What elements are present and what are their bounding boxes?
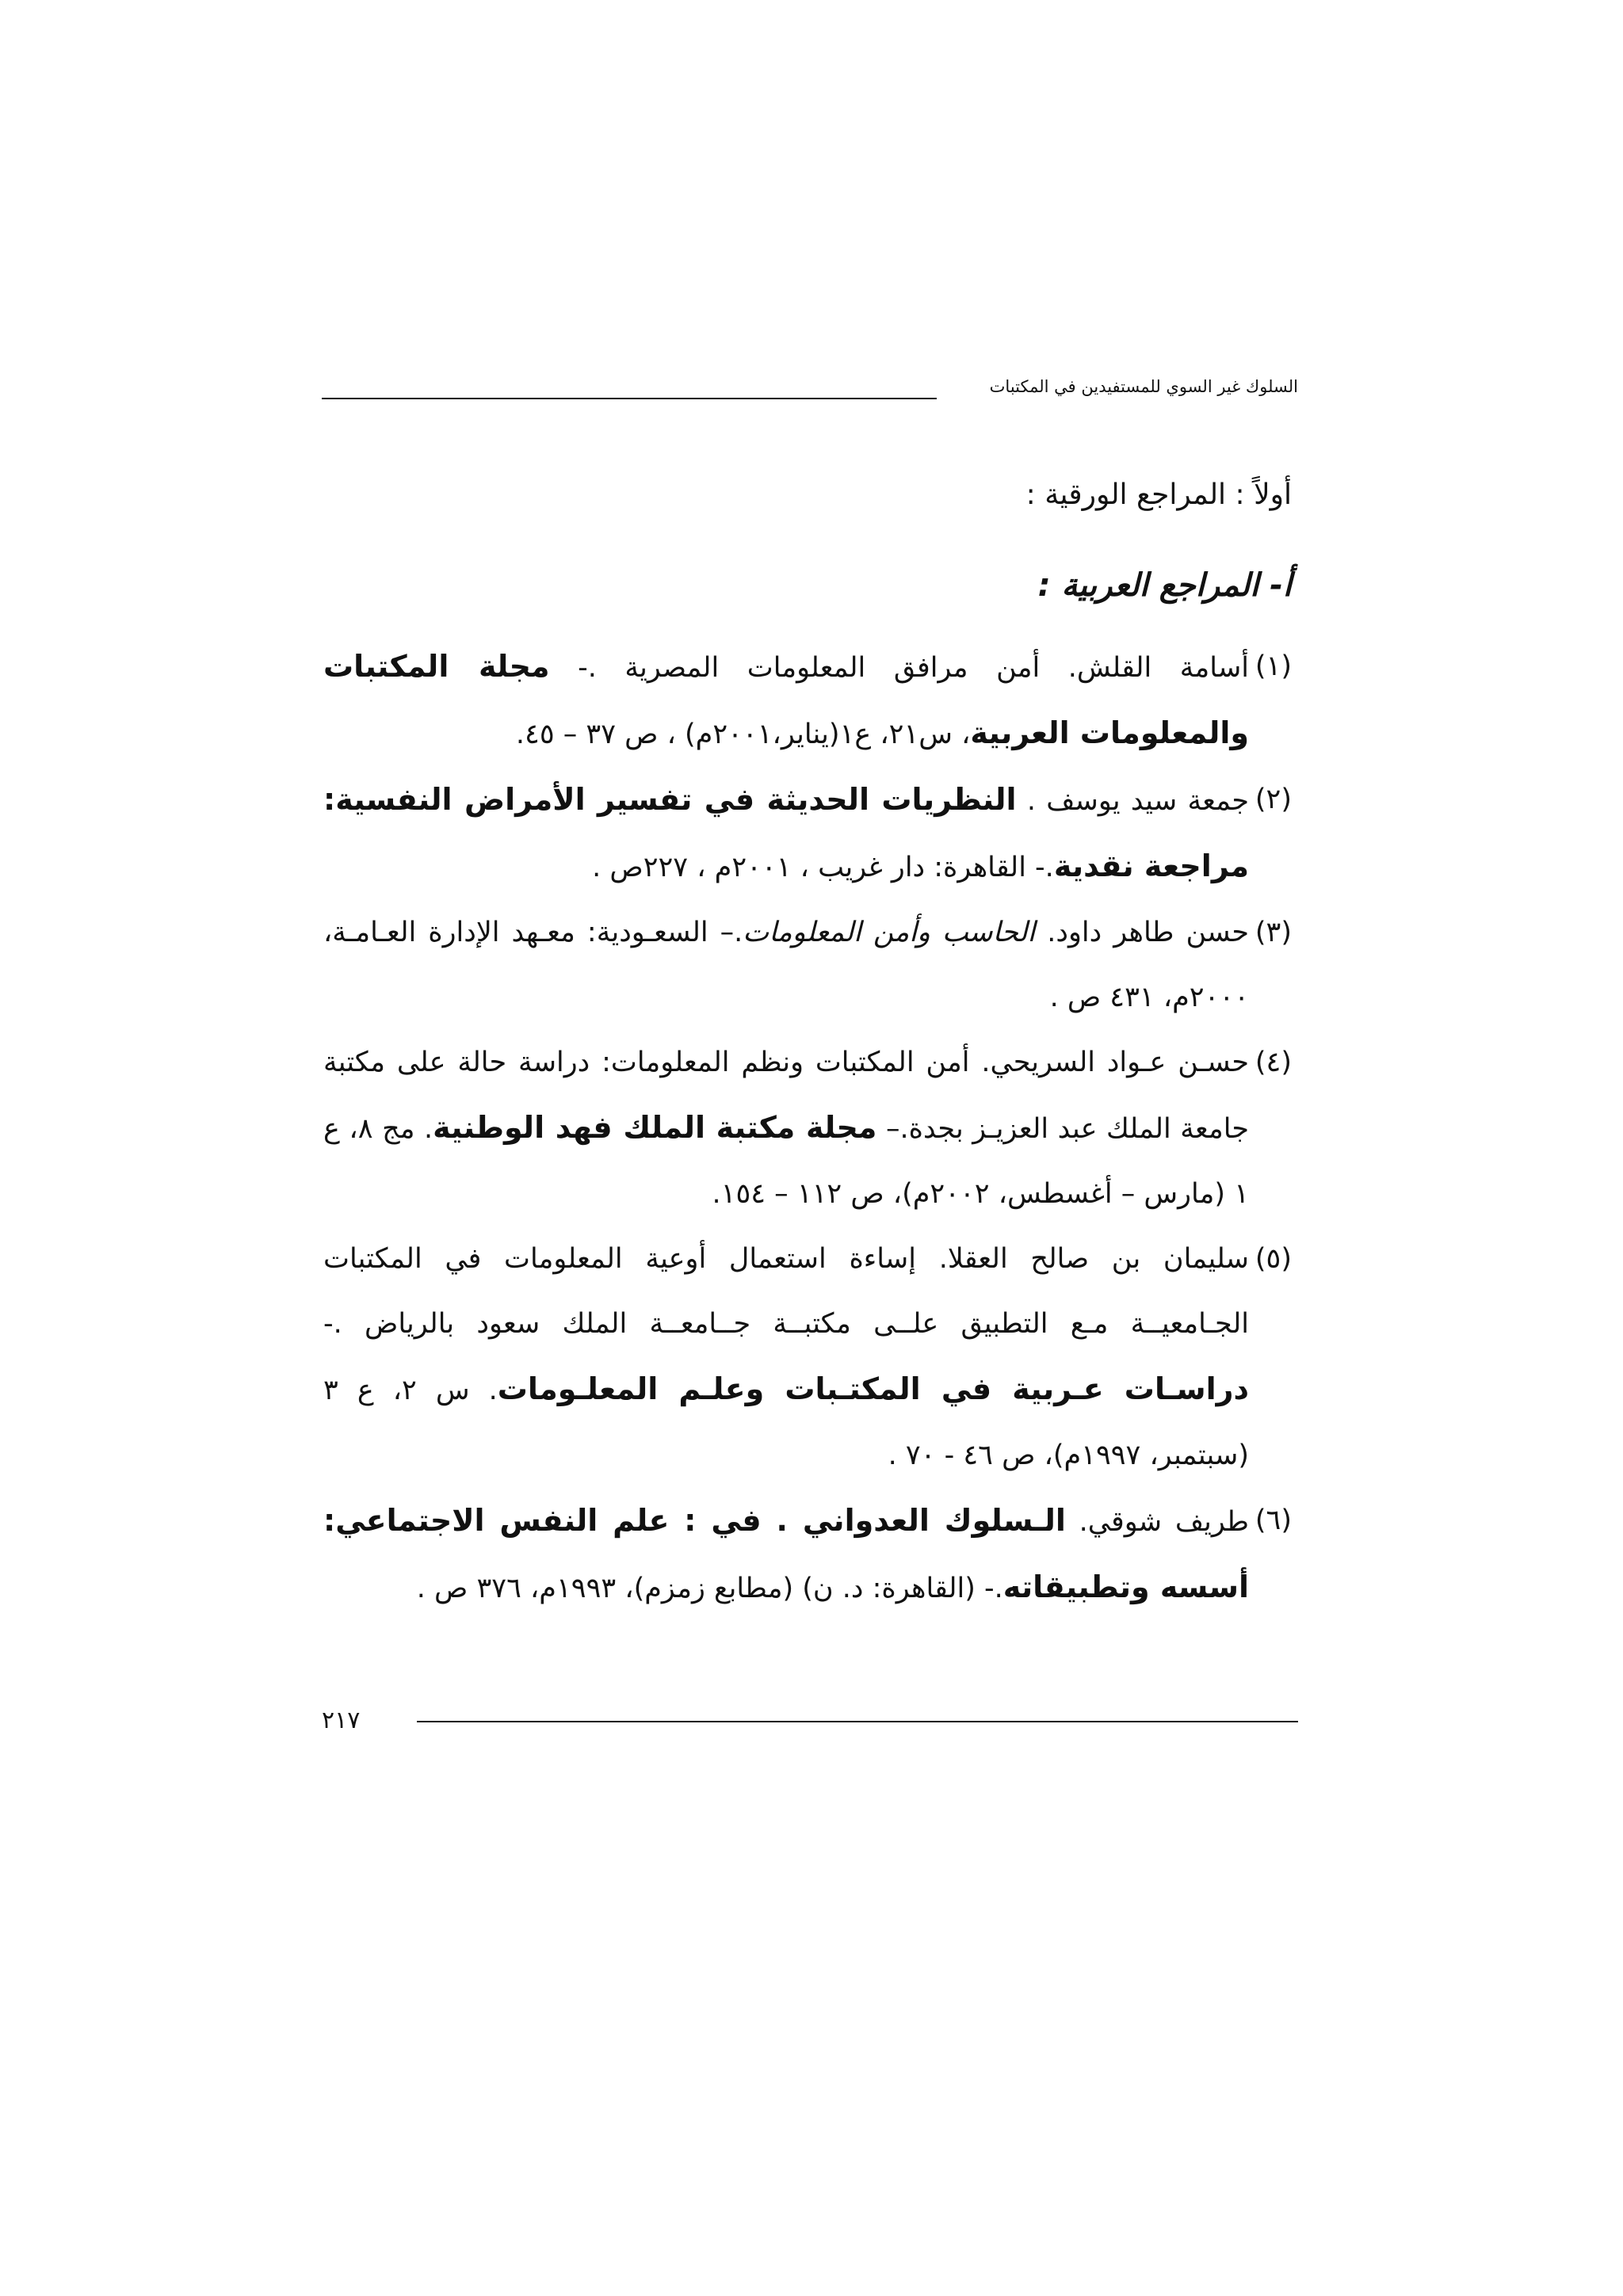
reference-title-bold: مجلة المكتبات والمعلومات العربية <box>323 649 1249 750</box>
page-number: ٢١٧ <box>322 1707 361 1734</box>
reference-entry <box>323 900 1292 1030</box>
running-header-title: السلوك غير السوي للمستفيدين في المكتبات <box>989 377 1298 396</box>
reference-text: .- القاهرة: دار غريب ، ٢٠٠١م ، ٢٢٧ص . <box>592 852 1054 883</box>
reference-title-bold: النظريات الحديثة في تفسير الأمراض النفسية: مراجعة نقدية <box>323 782 1249 883</box>
reference-text: أسامة القلش. أمن مرافق المعلومات المصرية .- <box>549 652 1250 684</box>
reference-number: (٣) <box>1254 917 1292 948</box>
header-rule <box>322 398 937 399</box>
running-header <box>322 374 1298 406</box>
reference-text: . مج ٨، ع ١ (مارس – أغسطس، ٢٠٠٢م)، ص ١١٢ – ١٥٤. <box>323 1113 1249 1210</box>
reference-text: حسـن عـواد السريحي. أمن المكتبات ونظم المعلومات: دراسة حالة على مكتبة جامعة الملك عبد العزيـز بجدة.– <box>323 1047 1249 1145</box>
reference-number: (١) <box>1254 650 1292 682</box>
reference-title-bold: الـسلوك العدواني . في : علم النفس الاجتماعي: أسسه وتطبيقاته <box>323 1503 1249 1604</box>
reference-entry <box>323 1226 1292 1488</box>
reference-text: حسن طاهر داود. <box>1035 917 1249 948</box>
reference-entry <box>323 1030 1292 1226</box>
reference-text: . س ٢، ع ٣ (سبتمبر، ١٩٩٧م)، ص ٤٦ - ٧٠ . <box>323 1375 1249 1471</box>
reference-entry <box>323 767 1292 900</box>
footer-rule <box>417 1721 1298 1722</box>
reference-number: (٤) <box>1254 1047 1292 1078</box>
reference-text: جمعة سيد يوسف . <box>1016 785 1249 817</box>
reference-text: .- (القاهرة: د. ن) (مطابع زمزم)، ١٩٩٣م، ٣٧٦ ص . <box>416 1573 1003 1604</box>
reference-text: سليمان بن صالح العقلا. إساءة استعمال أوعية المعلومات في المكتبات الجـامعيــة مـع التطبيق علــى مكتبــة جــامعــة الملك سعود بالرياض .- <box>323 1243 1249 1340</box>
reference-title-bold: دراسـات عـربية في المكتـبات وعلـم المعلـومات <box>497 1371 1250 1406</box>
section-title: أولاً : المراجع الورقية : <box>1025 479 1292 511</box>
reference-title-italic: الحاسب وأمن المعلومات <box>743 917 1036 948</box>
page-footer <box>322 1703 1298 1743</box>
reference-entry <box>323 634 1292 767</box>
reference-list <box>323 634 1292 1621</box>
subsection-title: أ- المراجع العربية : <box>1037 567 1292 604</box>
reference-text: ، س٢١، ع١(يناير،٢٠٠١م) ، ص ٣٧ – ٤٥. <box>515 719 971 750</box>
reference-number: (٥) <box>1254 1243 1292 1275</box>
reference-entry <box>323 1488 1292 1621</box>
reference-number: (٦) <box>1254 1505 1292 1536</box>
reference-number: (٢) <box>1254 784 1292 815</box>
reference-title-bold: مجلة مكتبة الملك فهد الوطنية <box>433 1110 877 1145</box>
reference-text: .– السعـودية: معـهد الإدارة العـامـة، ٢٠٠٠م، ٤٣١ ص . <box>323 917 1249 1013</box>
reference-text: طريف شوقي. <box>1065 1506 1250 1538</box>
page-body <box>323 467 1292 1621</box>
